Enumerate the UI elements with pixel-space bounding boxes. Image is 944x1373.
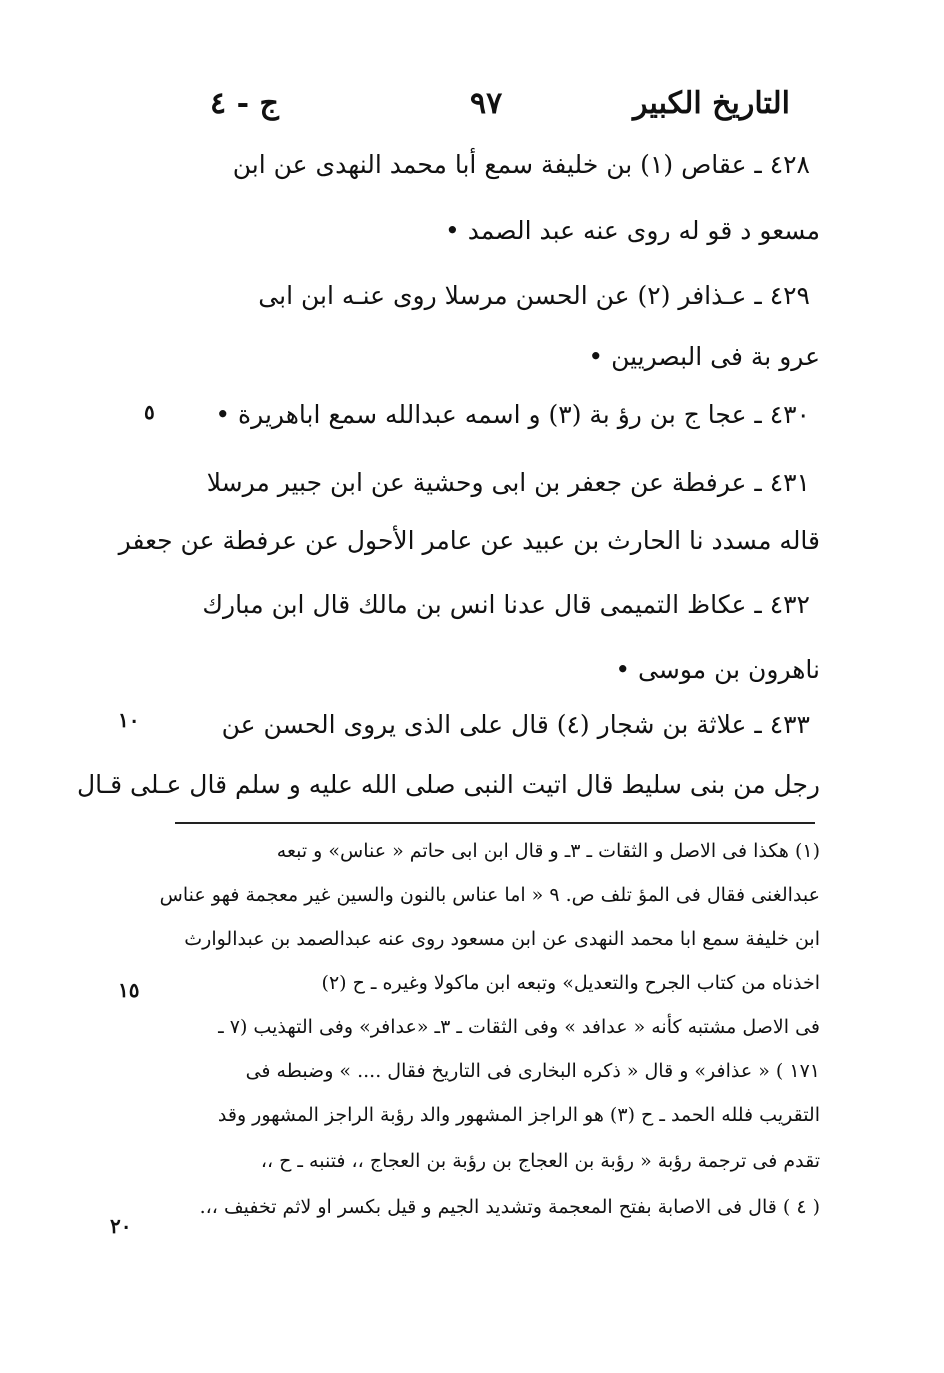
margin-line-number-15: ١٥ <box>118 978 140 1002</box>
footnote-line: فى الاصل مشتبه كأنه « عدافد » وفى الثقات ـ ٣ـ «عدافر» وفى التهذيب (٧ ـ <box>218 1016 820 1038</box>
entry-432-line-1: ٤٣٢ ـ عكاظ التميمى قال عدنا انس بن مالك قال ابن مبارك <box>202 590 810 619</box>
entry-433-line-1: ٤٣٣ ـ علاثة بن شجار (٤) قال على الذى يروى الحسن عن <box>221 710 810 739</box>
entry-428-line-2: مسعو د قو له روى عنه عبد الصمد • <box>445 216 820 245</box>
footnote-line: اخذناه من كتاب الجرح والتعديل» وتبعه ابن ماكولا وغيره ـ ح (٢) <box>321 972 820 994</box>
page-header <box>190 86 800 136</box>
entry-430-line-1: ٤٣٠ ـ عجا ج بن رؤ بة (٣) و اسمه عبدالله سمع اباهريرة • <box>215 400 810 429</box>
entry-431-line-2: قاله مسدد نا الحارث بن عبيد عن عامر الأحول عن عرفطة عن جعفر <box>118 526 820 555</box>
entry-429-line-1: ٤٢٩ ـ عـذافر (٢) عن الحسن مرسلا روى عنـه ابن ابى <box>258 281 810 310</box>
footnote-line: ١٧١ ) « عذافر» و قال « ذكره البخارى فى التاريخ فقال .... » وضبطه فى <box>245 1060 820 1082</box>
footnote-line: عبدالغنى فقال فى المؤ تلف ص. ٩ « اما عناس بالنون والسين غير معجمة فهو عناس <box>159 884 820 906</box>
page-number: ٩٧ <box>470 86 503 121</box>
entry-429-line-2: عرو بة فى البصريين • <box>588 342 820 371</box>
margin-line-number-20: ٢٠ <box>110 1214 132 1238</box>
footnote-separator <box>175 822 815 824</box>
entry-433-line-2: رجل من بنى سليط قال اتيت النبى صلى الله عليه و سلم قال عـلى قـال <box>77 770 820 799</box>
footnote-line: ( ٤ ) قال فى الاصابة بفتح المعجمة وتشديد الجيم و قيل بكسر او لاثم تخفيف ،،. <box>199 1196 820 1218</box>
footnote-line: (١) هكذا فى الاصل و الثقات ـ ٣ـ و قال ابن ابى حاتم « عناس» و تبعه <box>276 840 820 862</box>
footnote-line: التقريب فلله الحمد ـ ح (٣) هو الراجز المشهور والد رؤبة الراجز المشهور وقد <box>217 1104 820 1126</box>
volume-label: ج - ٤ <box>210 86 279 121</box>
margin-line-number-10: ١٠ <box>118 708 140 732</box>
entry-428-line-1: ٤٢٨ ـ عقاص (١) بن خليفة سمع أبا محمد النهدى عن ابن <box>232 150 810 179</box>
entry-431-line-1: ٤٣١ ـ عرفطة عن جعفر بن ابى وحشية عن ابن جبير مرسلا <box>206 468 810 497</box>
entry-432-line-2: ناهرون بن موسى • <box>615 655 820 684</box>
margin-line-number-5: ٥ <box>144 400 155 424</box>
book-title: التاريخ الكبير <box>632 86 790 121</box>
footnote-line: تقدم فى ترجمة رؤبة « رؤبة بن العجاج بن رؤبة بن العجاج ،، فتنبه ـ ح ،، <box>260 1150 820 1172</box>
footnote-line: ابن خليفة سمع ابا محمد النهدى عن ابن مسعود روى عنه عبدالصمد بن عبدالوارث <box>184 928 820 950</box>
